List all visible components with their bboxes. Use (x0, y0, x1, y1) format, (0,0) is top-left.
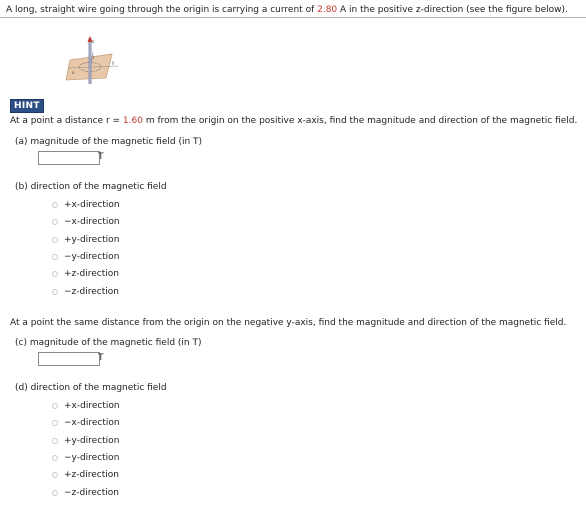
part-d-option[interactable] (52, 453, 119, 463)
part-b-option-label: +y-direction (64, 235, 120, 245)
part-b-option-label: +x-direction (64, 200, 120, 210)
part-a-unit: T (98, 152, 104, 162)
part-b-option[interactable] (52, 217, 120, 227)
figure-label-current: I (93, 55, 95, 60)
current-value: 2.80 (317, 5, 338, 15)
part-a-label: (a) magnitude of the magnetic field (in T) (15, 137, 203, 147)
part-b-option[interactable] (52, 252, 119, 262)
radio-icon[interactable] (52, 237, 58, 243)
radio-icon[interactable] (52, 472, 58, 478)
intro-text-before: A long, straight wire going through the origin is carrying a current of (6, 5, 318, 15)
part-b-option-label: −z-direction (64, 287, 119, 297)
part-b-option[interactable] (52, 287, 119, 297)
part-d-option-label: +y-direction (64, 436, 120, 446)
figure-label-y: y (112, 60, 115, 65)
part-c-answer-input[interactable] (38, 352, 100, 366)
part-d-option[interactable] (52, 436, 119, 446)
question-2: At a point the same distance from the origin on the negative y-axis, find the magnitude and direction of the magnetic field. (10, 318, 567, 328)
figure-label-x: x (72, 70, 75, 75)
problem-intro (6, 5, 584, 15)
divider (0, 17, 586, 18)
part-b-option-label: +z-direction (64, 269, 119, 279)
part-d-label: (d) direction of the magnetic field (15, 383, 167, 393)
question-1 (10, 116, 577, 126)
part-d-option-label: −x-direction (64, 418, 120, 428)
radio-icon[interactable] (52, 271, 58, 277)
figure-label-z: z (92, 39, 95, 44)
part-d-option[interactable] (52, 401, 120, 411)
part-a-answer-input[interactable] (38, 151, 100, 165)
radio-icon[interactable] (52, 403, 58, 409)
part-d-option-label: −y-direction (64, 453, 120, 463)
part-d-option-label: +x-direction (64, 401, 120, 411)
part-b-option-label: −x-direction (64, 217, 120, 227)
hint-button[interactable]: HINT (10, 99, 44, 113)
part-b-option[interactable] (52, 200, 120, 210)
part-d-option[interactable] (52, 470, 119, 480)
part-d-option-label: +z-direction (64, 470, 119, 480)
part-c-unit: T (98, 353, 104, 363)
radio-icon[interactable] (52, 289, 58, 295)
radio-icon[interactable] (52, 254, 58, 260)
question-1-after: m from the origin on the positive x-axis, find the magnitude and direction of the magnetic field. (142, 116, 578, 126)
part-b-option[interactable] (52, 235, 119, 245)
part-b-option[interactable] (52, 269, 119, 279)
wire-diagram-image (62, 34, 120, 86)
radio-icon[interactable] (52, 219, 58, 225)
radio-icon[interactable] (52, 490, 58, 496)
radio-icon[interactable] (52, 438, 58, 444)
radio-icon[interactable] (52, 455, 58, 461)
part-c-label: (c) magnitude of the magnetic field (in T) (15, 338, 202, 348)
part-d-option[interactable] (52, 418, 120, 428)
intro-text-after: A in the positive z-direction (see the figure below). (337, 5, 568, 15)
radio-icon[interactable] (52, 202, 58, 208)
distance-value: 1.60 (122, 116, 143, 126)
part-b-label: (b) direction of the magnetic field (15, 182, 167, 192)
question-1-before: At a point a distance r = (10, 116, 123, 126)
part-b-option-label: −y-direction (64, 252, 120, 262)
radio-icon[interactable] (52, 420, 58, 426)
wire-figure (62, 34, 120, 86)
part-d-option[interactable] (52, 488, 119, 498)
part-d-option-label: −z-direction (64, 488, 119, 498)
